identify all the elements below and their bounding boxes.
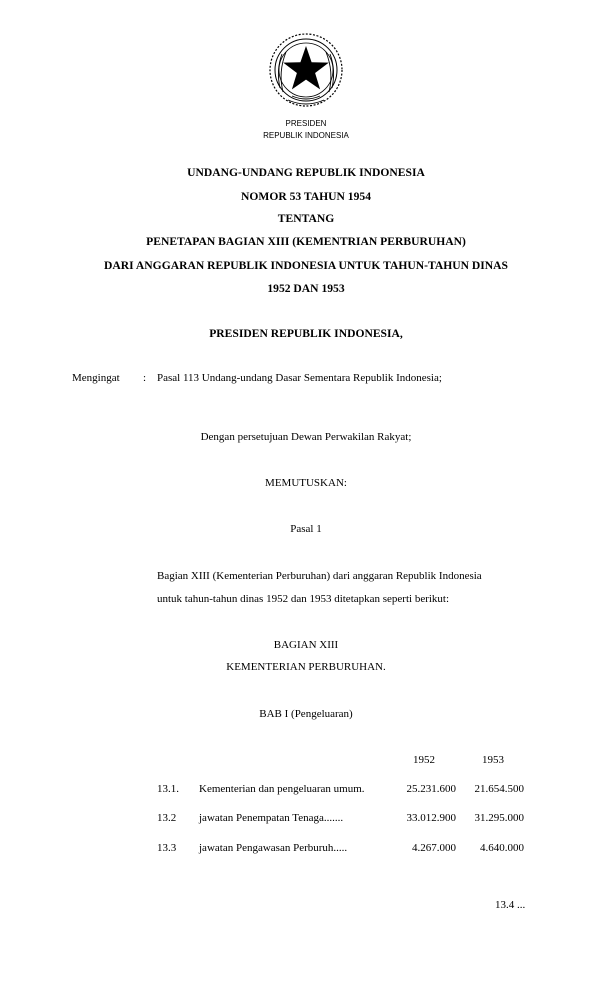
president-heading: PRESIDEN REPUBLIK INDONESIA, [209, 327, 403, 340]
table-row [0, 808, 612, 828]
title-line-6: 1952 DAN 1953 [267, 282, 345, 295]
title-line-4: PENETAPAN BAGIAN XIII (KEMENTRIAN PERBURUHAN) [146, 235, 466, 248]
table-row [0, 838, 612, 858]
year-1953-header: 1953 [482, 754, 504, 766]
row-code: 13.1. [157, 783, 179, 795]
mengingat-label: Mengingat [72, 372, 120, 384]
mengingat-colon: : [143, 372, 147, 384]
continuation-footer: 13.4 ... [495, 899, 526, 911]
section-line-1: BAGIAN XIII [273, 639, 339, 651]
row-value-1952: 4.267.000 [412, 842, 456, 854]
year-1952-header: 1952 [413, 754, 435, 766]
title-line-5: DARI ANGGARAN REPUBLIK INDONESIA UNTUK TAHUN-TAHUN DINAS [104, 259, 508, 272]
row-description: jawatan Pengawasan Perburuh..... [199, 842, 348, 854]
title-line-1: UNDANG-UNDANG REPUBLIK INDONESIA [187, 166, 425, 179]
row-value-1953: 4.640.000 [480, 842, 524, 854]
pasal-heading: Pasal 1 [290, 523, 322, 535]
garuda-star-emblem [266, 30, 346, 110]
paragraph-line-2: untuk tahun-tahun dinas 1952 dan 1953 ditetapkan seperti berikut: [157, 593, 450, 605]
row-code: 13.2 [157, 812, 177, 824]
header-line-2: REPUBLIK INDONESIA [263, 131, 349, 140]
title-line-2: NOMOR 53 TAHUN 1954 [241, 190, 371, 203]
row-value-1953: 21.654.500 [474, 783, 524, 795]
persetujuan-text: Dengan persetujuan Dewan Perwakilan Rakyat; [200, 431, 412, 443]
memutuskan-heading: MEMUTUSKAN: [265, 477, 347, 489]
table-header [0, 750, 612, 770]
paragraph-line-1: Bagian XIII (Kementerian Perburuhan) dari anggaran Republik Indonesia [157, 570, 482, 582]
section-line-2: KEMENTERIAN PERBURUHAN. [226, 661, 386, 673]
header-line-1: PRESIDEN [285, 119, 327, 128]
row-code: 13.3 [157, 842, 177, 854]
row-value-1953: 31.295.000 [474, 812, 524, 824]
mengingat-text: Pasal 113 Undang-undang Dasar Sementara Republik Indonesia; [157, 372, 442, 384]
row-value-1952: 33.012.900 [406, 812, 456, 824]
row-description: jawatan Penempatan Tenaga....... [199, 812, 344, 824]
bab-heading: BAB I (Pengeluaran) [259, 708, 353, 720]
row-value-1952: 25.231.600 [406, 783, 456, 795]
row-description: Kementerian dan pengeluaran umum. [199, 783, 365, 795]
title-line-3: TENTANG [277, 212, 335, 225]
table-row [0, 779, 612, 799]
